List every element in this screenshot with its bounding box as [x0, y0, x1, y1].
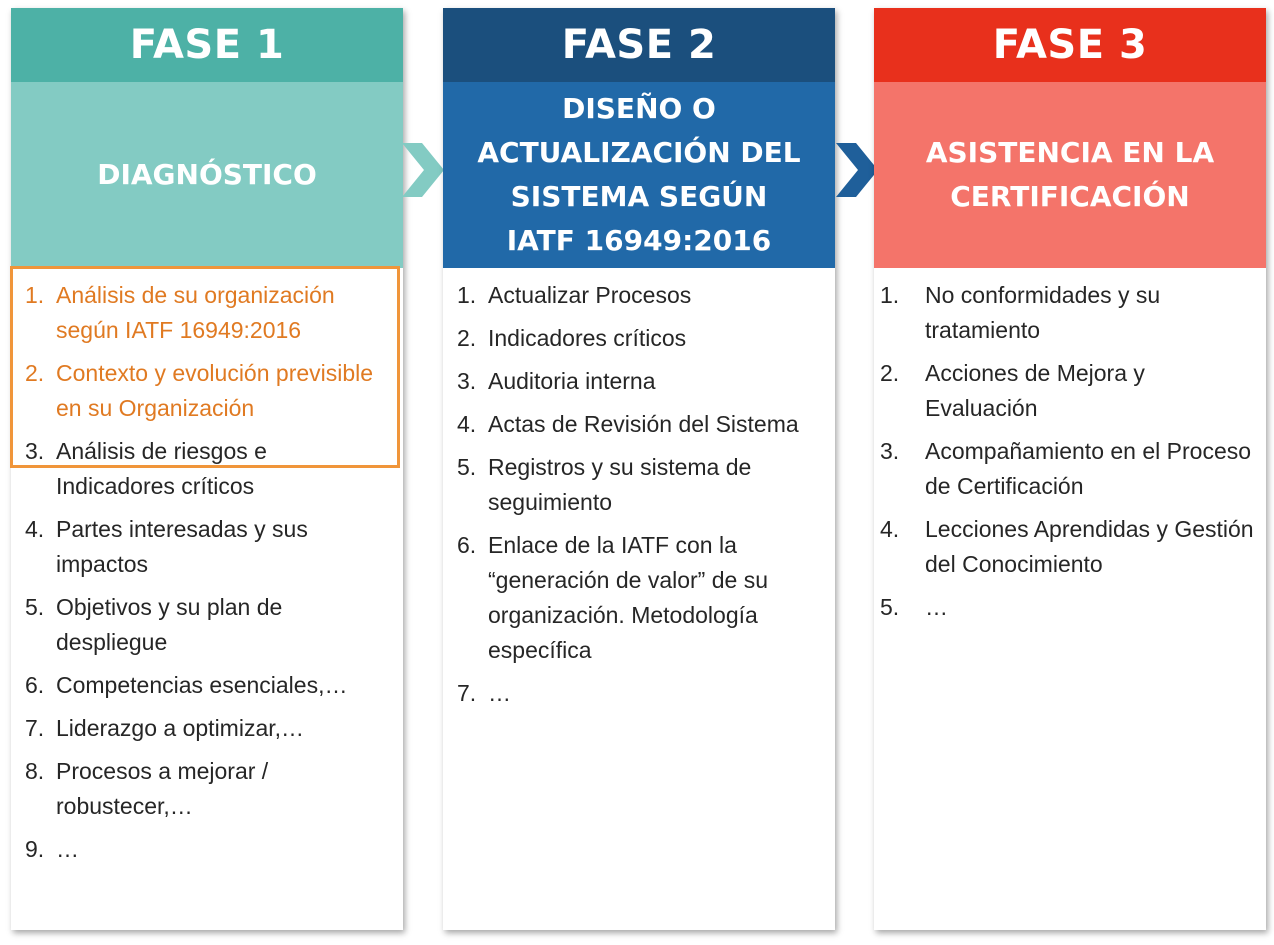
list-item: [880, 356, 1254, 426]
item-number: 2.: [880, 360, 900, 386]
phase-3-title-line: ASISTENCIA EN LA: [925, 136, 1215, 169]
item-text: Competencias esenciales,…: [56, 672, 348, 698]
list-item: [457, 407, 823, 442]
item-text: Lecciones Aprendidas y Gestión del Conocimiento: [925, 516, 1254, 577]
list-item: [457, 450, 823, 520]
phase-2-title: [443, 82, 835, 268]
item-text: Partes interesadas y sus impactos: [56, 516, 308, 577]
list-item: [880, 434, 1254, 504]
phase-3-item-list: [874, 268, 1266, 625]
item-text: Procesos a mejorar / robustecer,…: [56, 758, 269, 819]
phase-3-header: [874, 8, 1266, 82]
phase-3-title-line: CERTIFICACIÓN: [950, 180, 1190, 213]
list-item: [880, 512, 1254, 582]
list-item: [457, 321, 823, 356]
item-number: 5.: [880, 594, 900, 620]
item-number: 7.: [457, 680, 477, 706]
item-number: 5.: [25, 594, 45, 620]
item-number: 2.: [25, 360, 45, 386]
list-item: [25, 512, 391, 582]
item-text: Objetivos y su plan de despliegue: [56, 594, 283, 655]
item-number: 2.: [457, 325, 477, 351]
phase-2-label: FASE 2: [561, 22, 717, 68]
item-text: Registros y su sistema de seguimiento: [488, 454, 752, 515]
item-text: Acompañamiento en el Proceso de Certificación: [925, 438, 1252, 499]
list-item: [457, 676, 823, 711]
item-number: 4.: [457, 411, 477, 437]
item-number: 4.: [25, 516, 45, 542]
chevron-right-icon: [402, 143, 444, 197]
list-item: [880, 278, 1254, 348]
item-text: Liderazgo a optimizar,…: [56, 715, 305, 741]
phase-2-title-line: DISEÑO O: [562, 92, 716, 125]
item-text: …: [56, 836, 79, 862]
item-number: 4.: [880, 516, 900, 542]
phase-2-column: [443, 8, 835, 930]
item-text: Actualizar Procesos: [488, 282, 692, 308]
item-text: …: [488, 680, 511, 706]
phase-1-header: [11, 8, 403, 82]
list-item: [25, 754, 391, 824]
item-number: 9.: [25, 836, 45, 862]
list-item: [457, 528, 823, 668]
item-text: Acciones de Mejora y Evaluación: [925, 360, 1145, 421]
list-item: [25, 832, 391, 867]
item-number: 1.: [457, 282, 477, 308]
item-text: Contexto y evolución previsible en su Organización: [56, 360, 374, 421]
list-item: [457, 364, 823, 399]
phase-3-column: [874, 8, 1266, 930]
list-item: [25, 668, 391, 703]
item-number: 1.: [880, 282, 900, 308]
item-number: 3.: [25, 438, 45, 464]
item-number: 8.: [25, 758, 45, 784]
list-item: [457, 278, 823, 313]
item-number: 6.: [457, 532, 477, 558]
phase-2-title-line: IATF 16949:2016: [506, 224, 772, 257]
phase-3-title: [874, 82, 1266, 268]
item-text: Auditoria interna: [488, 368, 656, 394]
item-number: 3.: [880, 438, 900, 464]
list-item: [880, 590, 1254, 625]
item-text: Actas de Revisión del Sistema: [488, 411, 799, 437]
item-text: …: [925, 594, 948, 620]
item-text: Análisis de riesgos e Indicadores críticos: [56, 438, 267, 499]
item-text: No conformidades y su tratamiento: [925, 282, 1161, 343]
phase-1-label: FASE 1: [129, 22, 285, 68]
item-number: 5.: [457, 454, 477, 480]
phase-2-header: [443, 8, 835, 82]
item-number: 7.: [25, 715, 45, 741]
phase-1-title: [11, 82, 403, 268]
phase-3-label: FASE 3: [992, 22, 1148, 68]
phase-2-item-list: [443, 268, 835, 711]
phase-1-column: [11, 8, 403, 930]
highlight-box: [10, 266, 400, 468]
item-text: Indicadores críticos: [488, 325, 687, 351]
item-number: 1.: [25, 282, 45, 308]
item-text: Análisis de su organización según IATF 16949:2016: [56, 282, 335, 343]
item-text: Enlace de la IATF con la “generación de valor” de su organización. Metodología específica: [488, 532, 768, 663]
list-item: [25, 590, 391, 660]
chevron-right-icon: [836, 143, 878, 197]
item-number: 3.: [457, 368, 477, 394]
phase-1-title-line: DIAGNÓSTICO: [97, 158, 317, 191]
phase-2-title-line: ACTUALIZACIÓN DEL: [477, 136, 801, 169]
phase-2-title-line: SISTEMA SEGÚN: [510, 180, 768, 213]
list-item: [25, 711, 391, 746]
item-number: 6.: [25, 672, 45, 698]
